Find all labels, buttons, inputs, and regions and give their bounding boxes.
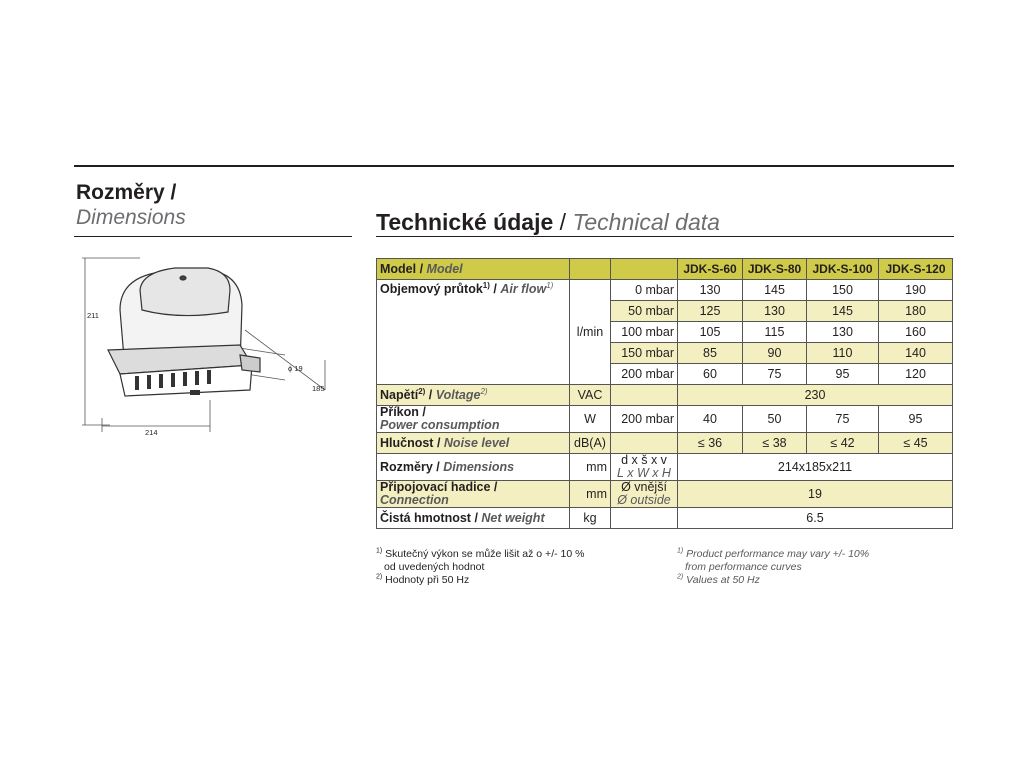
footnote-en-1 — [677, 548, 869, 560]
flow-value: 115 — [743, 322, 807, 343]
height-dimension-label: 211 — [87, 311, 99, 320]
footnote-en-1-sup: 1) — [677, 547, 684, 555]
hose-unit: mm — [570, 481, 611, 508]
diameter-dimension-label: ϕ 19 — [288, 364, 303, 373]
tech-rule — [376, 236, 954, 237]
flow-row-0 — [377, 280, 953, 301]
header-unit-cell — [570, 259, 611, 280]
dimensions-label-sep: / — [432, 459, 444, 474]
flow-value: 75 — [743, 364, 807, 385]
weight-row — [377, 508, 953, 529]
flow-value: 140 — [879, 343, 953, 364]
flow-value: 150 — [807, 280, 879, 301]
voltage-unit: VAC — [570, 385, 611, 406]
footnote-cz-2 — [376, 574, 469, 586]
footnote-en-2-text: Values at 50 Hz — [686, 574, 760, 586]
header-condition-cell — [611, 259, 678, 280]
hose-label-cz: Připojovací hadice / — [380, 480, 498, 494]
model-jdk-s-60: JDK-S-60 — [678, 259, 743, 280]
hose-condition — [611, 481, 678, 508]
power-value: 95 — [879, 406, 953, 433]
noise-value: ≤ 42 — [807, 433, 879, 454]
noise-value: ≤ 45 — [879, 433, 953, 454]
weight-label-en: Net weight — [481, 510, 545, 525]
power-value: 75 — [807, 406, 879, 433]
technical-data-heading — [376, 208, 720, 236]
weight-label-sep: / — [470, 510, 482, 525]
noise-condition — [611, 433, 678, 454]
flow-value: 190 — [879, 280, 953, 301]
flow-pressure-1: 50 mbar — [611, 301, 678, 322]
flow-value: 90 — [743, 343, 807, 364]
flow-value: 105 — [678, 322, 743, 343]
voltage-label-en-sup: 2) — [480, 386, 488, 396]
hose-label-en: Connection — [380, 493, 449, 507]
dimensions-label-en: Dimensions — [443, 459, 515, 474]
voltage-label — [377, 385, 570, 406]
noise-value: ≤ 36 — [678, 433, 743, 454]
weight-label-cz: Čistá hmotnost — [380, 510, 471, 525]
flow-value: 130 — [807, 322, 879, 343]
weight-value: 6.5 — [678, 508, 953, 529]
flow-pressure-4: 200 mbar — [611, 364, 678, 385]
flow-pressure-2: 100 mbar — [611, 322, 678, 343]
technical-data-table — [376, 258, 953, 529]
flow-value: 95 — [807, 364, 879, 385]
flow-pressure-0: 0 mbar — [611, 280, 678, 301]
footnote-cz-1-text: Skutečný výkon se může lišit až o +/- 10 % — [385, 548, 585, 560]
flow-pressure-3: 150 mbar — [611, 343, 678, 364]
hose-label — [377, 481, 570, 508]
width-dimension-label: 214 — [145, 428, 158, 437]
footnote-en-1-cont: from performance curves — [685, 561, 802, 573]
power-label — [377, 406, 570, 433]
top-rule — [74, 165, 954, 167]
header-model-cz: Model — [380, 261, 417, 276]
dimensions-value: 214x185x211 — [678, 454, 953, 481]
pump-dimension-drawing — [80, 250, 360, 450]
table-header-row — [377, 259, 953, 280]
flow-label-cz: Objemový průtok — [380, 282, 483, 296]
voltage-label-sup: 2) — [418, 386, 426, 396]
power-label-en: Power consumption — [380, 418, 500, 432]
flow-label-sup: 1) — [482, 280, 490, 290]
hose-row — [377, 481, 953, 508]
power-value: 40 — [678, 406, 743, 433]
flow-value: 145 — [743, 280, 807, 301]
dimensions-title-en: Dimensions — [76, 206, 186, 229]
footnote-cz-2-text: Hodnoty při 50 Hz — [385, 574, 470, 586]
dimensions-label — [377, 454, 570, 481]
footnote-en-2-sup: 2) — [677, 573, 684, 581]
flow-label-en-sup: 1) — [546, 280, 554, 290]
voltage-row — [377, 385, 953, 406]
flow-value: 130 — [678, 280, 743, 301]
footnote-cz-1-sup: 1) — [376, 547, 383, 555]
footnote-cz-1-cont: od uvedených hodnot — [384, 561, 485, 573]
flow-label — [377, 280, 570, 385]
tech-title-sep: / — [553, 209, 573, 235]
power-unit: W — [570, 406, 611, 433]
dimensions-condition-en: L x W x H — [617, 466, 671, 480]
flow-label-en: Air flow — [500, 282, 547, 296]
power-value: 50 — [743, 406, 807, 433]
flow-value: 60 — [678, 364, 743, 385]
dimensions-condition — [611, 454, 678, 481]
header-model-sep: / — [416, 261, 427, 276]
noise-value: ≤ 38 — [743, 433, 807, 454]
voltage-condition — [611, 385, 678, 406]
dimensions-condition-cz: d x š x v — [621, 453, 667, 467]
dimensions-unit: mm — [570, 454, 611, 481]
tech-title-en: Technical data — [572, 209, 720, 235]
dimensions-title-cz: Rozměry / — [76, 181, 177, 204]
voltage-value: 230 — [678, 385, 953, 406]
depth-dimension-label: 185 — [312, 384, 325, 393]
noise-row — [377, 433, 953, 454]
noise-label-cz: Hlučnost — [380, 435, 434, 450]
header-label — [377, 259, 570, 280]
footnote-cz-1 — [376, 548, 584, 560]
tech-title-cz: Technické údaje — [376, 209, 554, 235]
power-label-cz: Příkon / — [380, 405, 426, 419]
voltage-label-cz: Napětí — [380, 387, 419, 402]
dimensions-heading — [76, 180, 186, 230]
power-condition: 200 mbar — [611, 406, 678, 433]
flow-value: 85 — [678, 343, 743, 364]
model-jdk-s-100: JDK-S-100 — [807, 259, 879, 280]
header-model-en: Model — [426, 261, 463, 276]
weight-unit: kg — [570, 508, 611, 529]
footnote-en-1-text: Product performance may vary +/- 10% — [686, 548, 870, 560]
flow-label-sep: / — [489, 282, 501, 296]
footnote-en-2 — [677, 574, 760, 586]
model-jdk-s-120: JDK-S-120 — [879, 259, 953, 280]
voltage-label-en: Voltage — [435, 387, 481, 402]
flow-value: 125 — [678, 301, 743, 322]
dimensions-label-cz: Rozměry — [380, 459, 433, 474]
flow-value: 120 — [879, 364, 953, 385]
footnote-cz-2-sup: 2) — [376, 573, 383, 581]
flow-value: 130 — [743, 301, 807, 322]
voltage-label-sep: / — [425, 387, 436, 402]
flow-value: 110 — [807, 343, 879, 364]
noise-label-en: Noise level — [443, 435, 510, 450]
dimensions-row — [377, 454, 953, 481]
weight-label — [377, 508, 570, 529]
hose-condition-en: Ø outside — [617, 493, 671, 507]
power-row — [377, 406, 953, 433]
flow-value: 180 — [879, 301, 953, 322]
noise-unit: dB(A) — [570, 433, 611, 454]
flow-value: 160 — [879, 322, 953, 343]
hose-condition-cz: Ø vnější — [621, 480, 667, 494]
weight-condition — [611, 508, 678, 529]
flow-value: 145 — [807, 301, 879, 322]
noise-label — [377, 433, 570, 454]
dimensions-rule — [74, 236, 352, 237]
hose-value: 19 — [678, 481, 953, 508]
noise-label-sep: / — [433, 435, 444, 450]
flow-unit: l/min — [570, 280, 611, 385]
model-jdk-s-80: JDK-S-80 — [743, 259, 807, 280]
